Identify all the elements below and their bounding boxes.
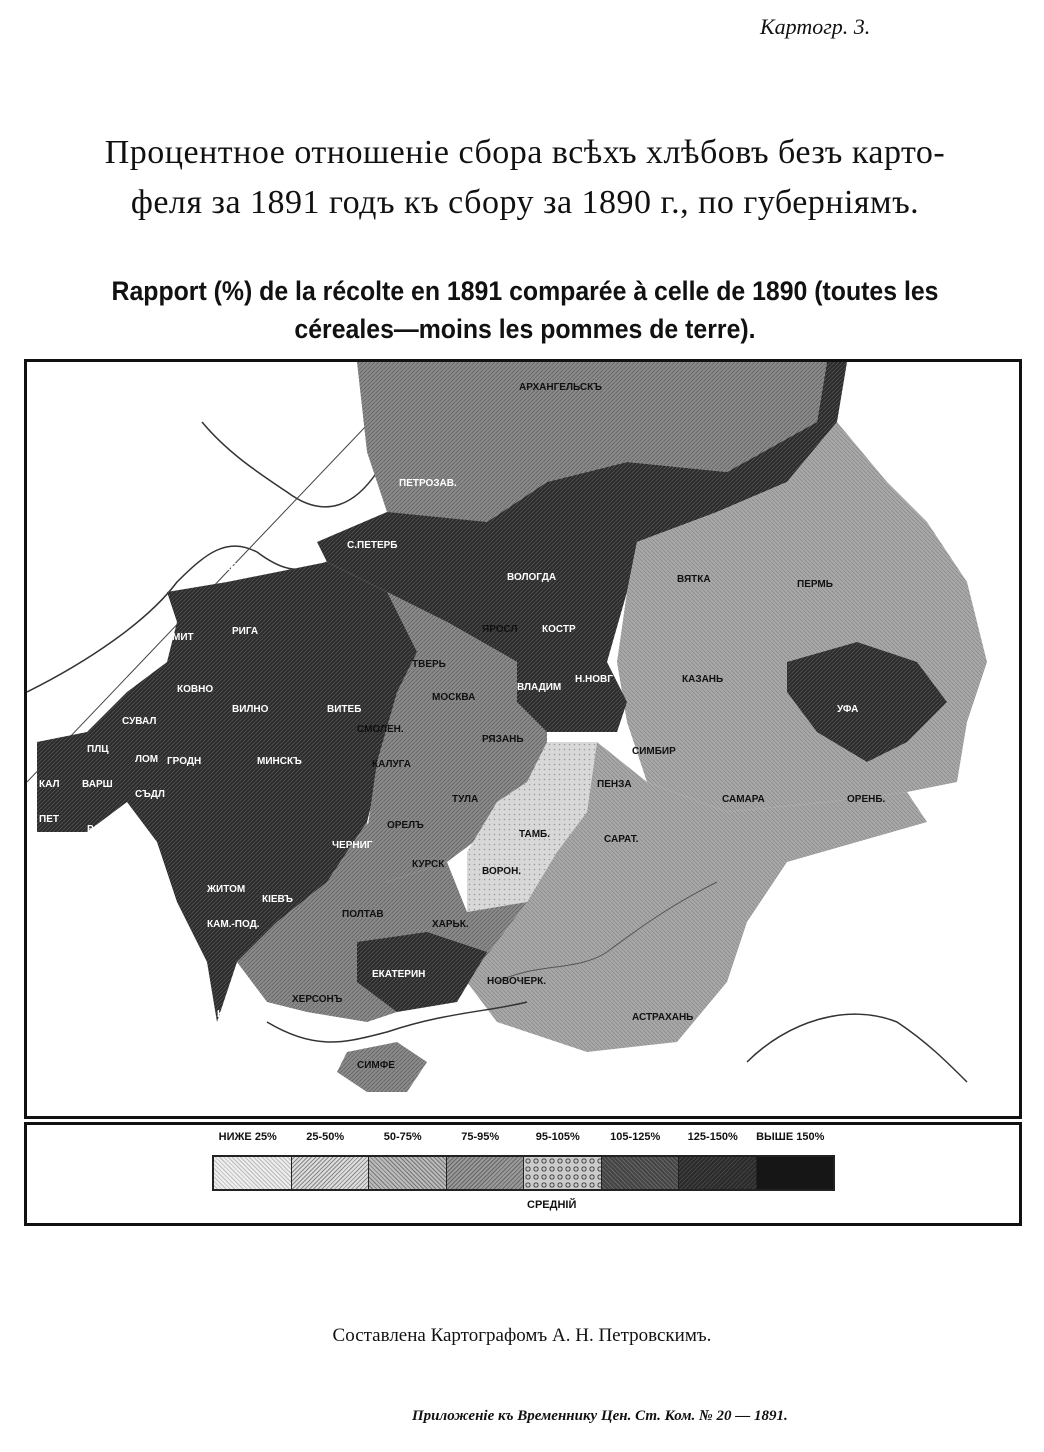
legend-label-5: 105-125% (610, 1131, 661, 1143)
label-simbirsk: СИМБИР (632, 746, 676, 757)
title-french (88, 272, 962, 348)
label-kostroma: КОСТР (542, 624, 576, 635)
legend-swatches (212, 1155, 835, 1191)
label-penza: ПЕНЗА (597, 779, 632, 790)
label-perm: ПЕРМЬ (797, 579, 833, 590)
label-ufa: УФА (837, 704, 859, 715)
label-kalish: КАЛ (39, 779, 60, 790)
appendix-note: Приложеніе къ Временнику Цен. Ст. Ком. № 20 — 1891. (412, 1408, 788, 1424)
finland-coastline (202, 412, 391, 507)
legend-label-2: 50-75% (383, 1131, 422, 1143)
legend-swatch-5 (602, 1157, 680, 1189)
legend (24, 1122, 1022, 1226)
legend-label-4: 95-105% (535, 1131, 580, 1143)
label-simferopol: СИМФЕ (357, 1060, 395, 1071)
label-riga: РИГА (232, 626, 259, 637)
label-yaroslavl: ЯРОСЛ (482, 624, 518, 635)
label-piotrkov: ПЕТ (39, 814, 59, 825)
label-voronezh: ВОРОН. (482, 866, 522, 877)
label-tula: ТУЛА (452, 794, 479, 805)
label-arkhangelsk: АРХАНГЕЛЬСКЪ (519, 382, 602, 393)
compiled-by: Составлена Картографомъ А. Н. Петровскимъ. (332, 1325, 712, 1346)
label-orel: ОРЕЛЪ (387, 820, 424, 831)
label-tambov: ТАМБ. (519, 829, 550, 840)
title-french-line1: Rapport (%) de la récolte en 1891 comparée à celle de 1890 (toutes les (111, 276, 939, 306)
label-revel: РЕВЕЛ (217, 562, 252, 573)
title-russian-line2: феля за 1891 годъ къ сбору за 1890 г., по губерніямъ. (130, 184, 920, 221)
label-kazan: КАЗАНЬ (682, 674, 724, 685)
label-siedlets: СЪДЛ (135, 789, 165, 800)
title-french-line2: céreales—moins les pommes de terre). (294, 314, 756, 344)
label-plotsk: ПЛЦ (87, 744, 109, 755)
label-vyatka: ВЯТКА (677, 574, 711, 585)
legend-swatch-3 (447, 1157, 525, 1189)
label-kamenets: КАМ.-ПОД. (207, 919, 260, 930)
label-ekaterinoslav: ЕКАТЕРИН (372, 969, 426, 980)
label-kiev: КІЕВЪ (262, 894, 293, 905)
legend-swatch-7 (757, 1157, 834, 1189)
label-orenburg: ОРЕНБ. (847, 794, 886, 805)
legend-label-6: 125-150% (687, 1131, 738, 1143)
label-varshava: ВАРШ (82, 779, 113, 790)
legend-swatch-0 (214, 1157, 292, 1189)
label-novocherkassk: НОВОЧЕРК. (487, 976, 546, 987)
label-kovno: КОВНО (177, 684, 214, 695)
label-kaluga: КАЛУГА (372, 759, 411, 770)
label-kishinev: КИШИН (217, 1009, 255, 1020)
label-radom: РАД (87, 824, 108, 835)
label-grodno: ГРОДН (167, 756, 202, 767)
label-astrakhan: АСТРАХАНЬ (632, 1012, 694, 1023)
legend-label-0: НИЖЕ 25% (218, 1131, 277, 1143)
legend-labels (209, 1131, 829, 1143)
label-st-petersburg: С.ПЕТЕРБ (347, 540, 398, 551)
label-vologda: ВОЛОГДА (507, 572, 557, 583)
label-lomzha: ЛОМ (135, 754, 159, 765)
label-kursk: КУРСК (412, 859, 445, 870)
title-russian-line1: Процентное отношеніе сбора всѣхъ хлѣбовъ безъ карто- (104, 134, 946, 171)
legend-label-1: 25-50% (306, 1131, 345, 1143)
label-vilna: ВИЛНО (232, 704, 269, 715)
choropleth-map (24, 359, 1022, 1119)
label-minsk: МИНСКЪ (257, 756, 302, 767)
plate-number: Картогр. 3. (760, 14, 871, 39)
map-svg (27, 362, 1019, 1116)
label-chernigov: ЧЕРНИГ (332, 840, 373, 851)
label-zhitomir: ЖИТОМ (207, 884, 246, 895)
label-smolensk: СМОЛЕН. (357, 724, 404, 735)
label-ryazan: РЯЗАНЬ (482, 734, 524, 745)
label-tver: ТВЕРЬ (412, 659, 446, 670)
label-kherson: ХЕРСОНЪ (292, 994, 343, 1005)
label-saratov: САРАТ. (604, 834, 639, 845)
legend-swatch-4 (524, 1157, 602, 1189)
label-n-novgorod: Н.НОВГ (575, 674, 613, 685)
title-russian (50, 128, 1000, 228)
label-vladimir: ВЛАДИМ (517, 682, 562, 693)
legend-label-7: ВЫШЕ 150% (756, 1131, 825, 1143)
label-vitebsk: ВИТЕБ (327, 704, 362, 715)
label-petrozavodsk: ПЕТРОЗАВ. (399, 478, 457, 489)
legend-average-label: СРЕДНІЙ (527, 1199, 577, 1211)
legend-swatch-6 (679, 1157, 757, 1189)
legend-swatch-2 (369, 1157, 447, 1189)
label-suvalki: СУВАЛ (122, 716, 157, 727)
label-moskva: МОСКВА (432, 692, 476, 703)
label-samara: САМАРА (722, 794, 765, 805)
legend-label-3: 75-95% (461, 1131, 500, 1143)
caspian-coast (747, 1014, 967, 1082)
label-poltava: ПОЛТАВ (342, 909, 384, 920)
label-mitava: МИТ (172, 632, 194, 643)
legend-swatch-1 (292, 1157, 370, 1189)
label-kharkov: ХАРЬК. (432, 919, 469, 930)
